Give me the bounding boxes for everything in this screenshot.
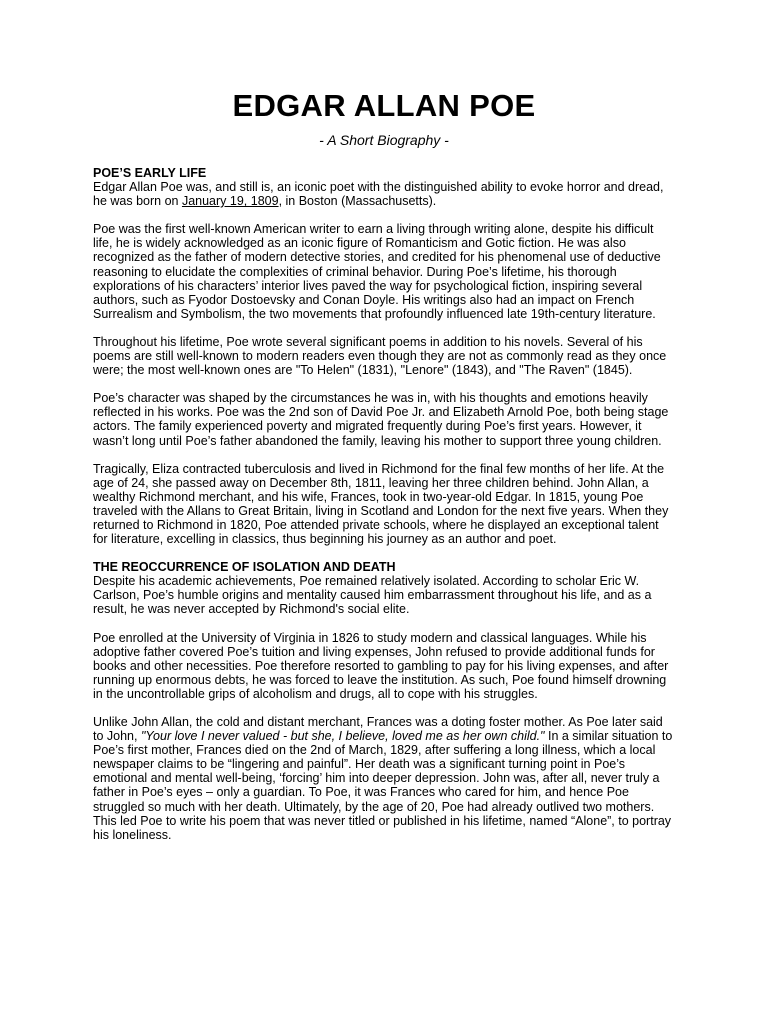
paragraph-american-writer: Poe was the first well-known American writer to earn a living through writing alone, despite his difficult life, he is widely acknowledged as an iconic figure of Romanticism and Gotic fiction. He was also recognized as the father of modern detective stories, and credited for his phenomenal use of deductive reasoning to elucidate the complexities of criminal behavior. During Poe’s lifetime, his thorough explorations of his characters’ interior lives paved the way for psychological fiction, inspiring several authors, such as Fyodor Dostoevsky and Conan Doyle. His writings also had an impact on French Surrealism and Symbolism, the two movements that profoundly influenced late 19th-century literature. <box>93 222 661 321</box>
paragraph-university: Poe enrolled at the University of Virginia in 1826 to study modern and classical languages. While his adoptive father covered Poe’s tuition and living expenses, John refused to provide additional funds for books and other necessities. Poe therefore resorted to gambling to pay for his living expenses, and after running up enormous debts, he was forced to leave the institution. As such, Poe found himself drowning in the uncontrollable grips of alcoholism and drugs, all to cope with his struggles. <box>93 630 669 701</box>
paragraph-frances <box>93 715 675 842</box>
paragraph-academic: Despite his academic achievements, Poe remained relatively isolated. According to scholar Eric W. Carlson, Poe’s humble origins and mentality caused him embarrassment throughout his life, and as a result, he was never accepted by Richmond's social elite. <box>93 574 652 617</box>
paragraph-text: , in Boston (Massachusetts). <box>278 194 437 209</box>
section-heading-isolation: THE REOCCURRENCE OF ISOLATION AND DEATH <box>93 560 396 575</box>
birth-date: January 19, 1809 <box>181 194 279 209</box>
page-title: EDGAR ALLAN POE <box>232 88 536 123</box>
section-heading-early-life: POE’S EARLY LIFE <box>93 166 207 180</box>
poe-quote: "Your love I never valued - but she, I believe, loved me as her own child." <box>140 729 545 744</box>
paragraph-eliza: Tragically, Eliza contracted tuberculosis and lived in Richmond for the final few months of her life. At the age of 24, she passed away on December 8th, 1811, leaving her three children behind. John Allan, a wealthy Richmond merchant, and his wife, Frances, took in two-year-old Edgar. In 1815, young Poe traveled with the Allans to Great Britain, living in Scotland and London for the next five years. When they returned to Richmond in 1820, Poe attended private schools, where he displayed an exceptional talent for literature, excelling in classics, thus beginning his journey as an author and poet. <box>93 461 669 547</box>
paragraph-character: Poe’s character was shaped by the circumstances he was in, with his thoughts and emotions heavily reflected in his works. Poe was the 2nd son of David Poe Jr. and Elizabeth Arnold Poe, both being stage actors. The family experienced poverty and migrated frequently during Poe’s first years. However, it wasn’t long until Poe’s father abandoned the family, leaving his mother to support three young children. <box>93 391 669 448</box>
paragraph-text: In a similar situation to Poe’s first mother, Frances died on the 2nd of March, 1829, after suffering a long illness, which a local newspaper claims to be “lingering and painful”. Her death was a significant turning point in Poe’s emotional and mental well-being, ‘forcing’ him into deeper depression. John was, after all, never truly a father in Poe’s eyes – only a guardian. To Poe, it was Frances who cared for him, and hence Poe struggled so much with her death. Ultimately, by the age of 20, Poe had already outlived two mothers. This led Poe to write his poem that was never titled or published in his lifetime, named “Alone”, to portray his loneliness. <box>93 729 673 842</box>
paragraph-text: Unlike John Allan, the cold and distant merchant, Frances was a doting foster mother. As Poe later said to John, <box>93 715 663 744</box>
document-body <box>93 166 675 856</box>
paragraph-birth <box>93 180 675 208</box>
paragraph-text: Edgar Allan Poe was, and still is, an iconic poet with the distinguished ability to evoke horror and dread, he was born on <box>93 180 664 209</box>
paragraph-poems: Throughout his lifetime, Poe wrote several significant poems in addition to his novels. Several of his poems are still well-known to modern readers even though they are not as commonly read as they once were; the most well-known ones are "To Helen" (1831), "Lenore" (1843), and "The Raven" (1845). <box>93 334 667 378</box>
page-subtitle: - A Short Biography - <box>319 132 449 148</box>
